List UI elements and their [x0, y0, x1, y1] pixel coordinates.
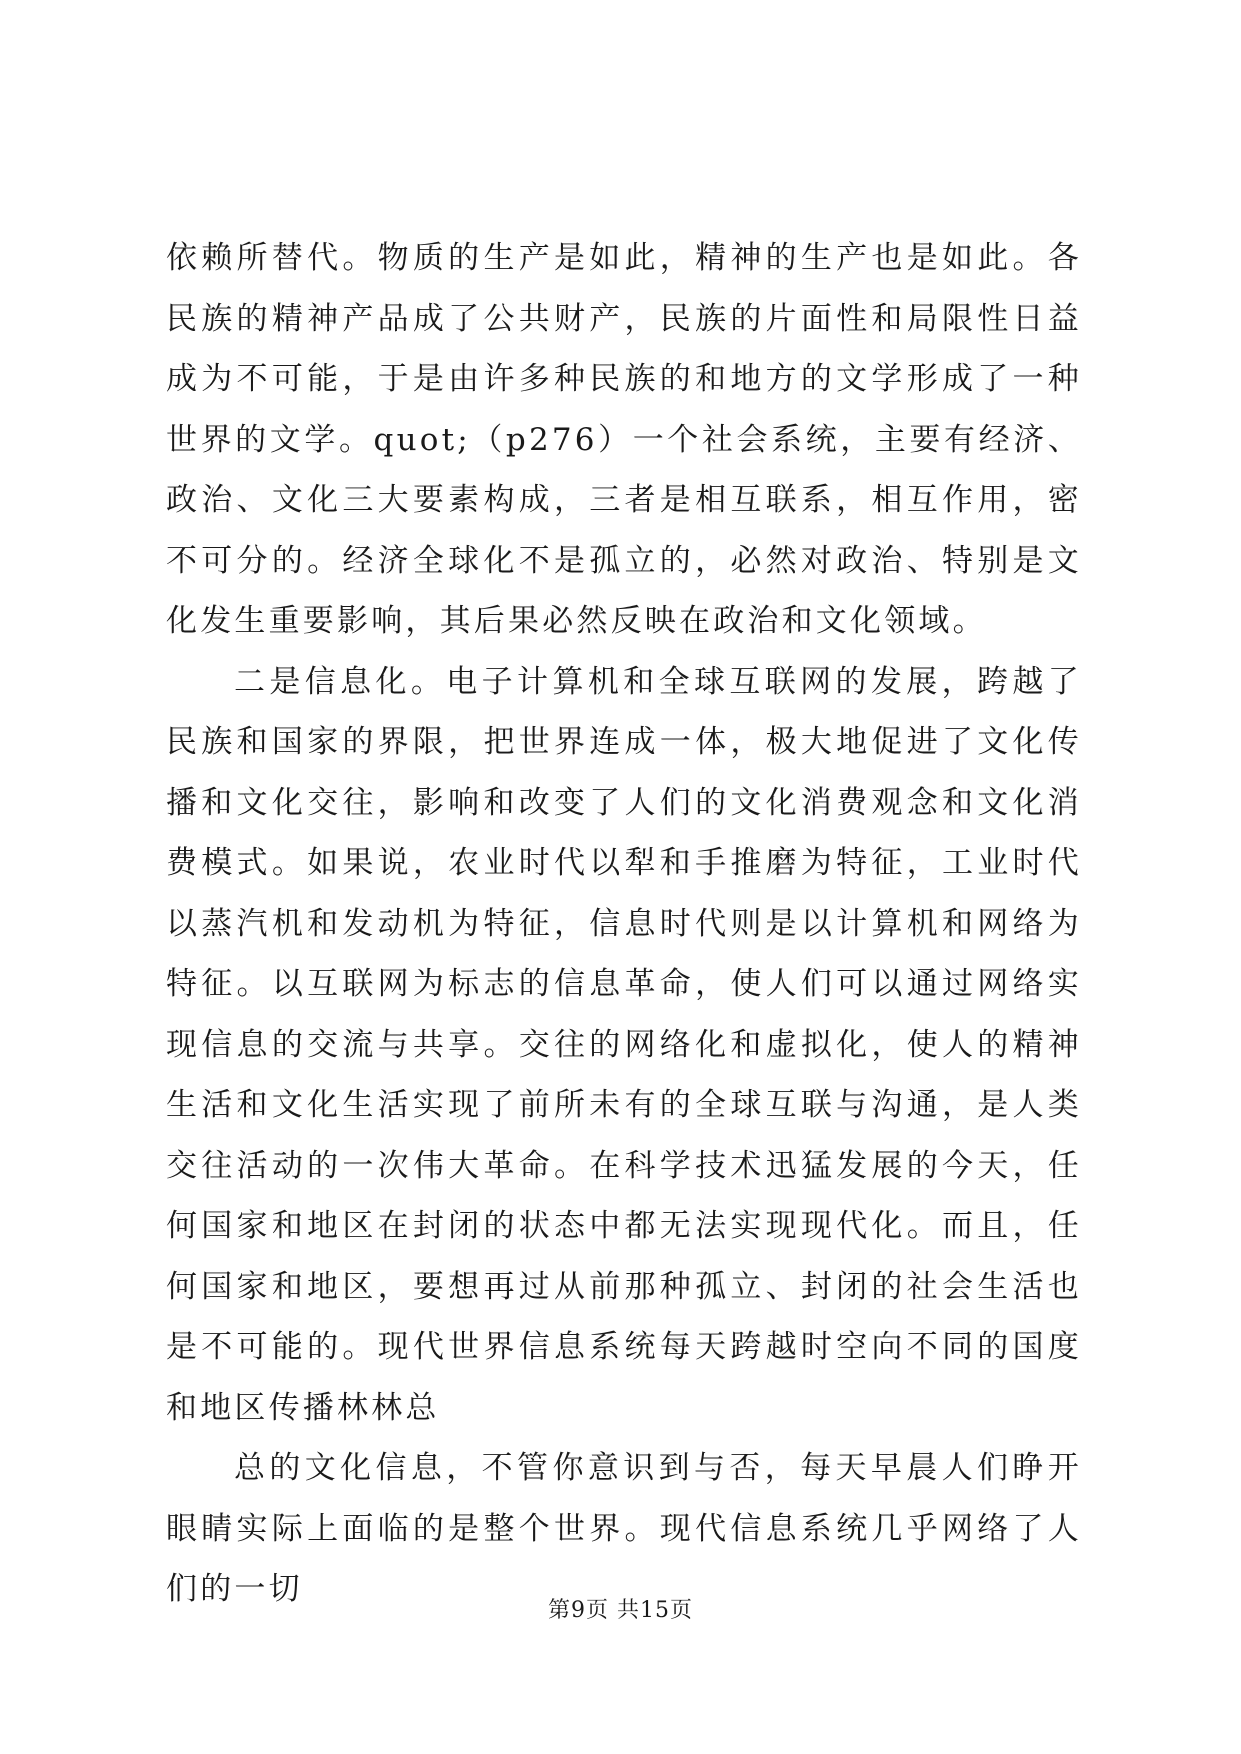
paragraph-2: 二是信息化。电子计算机和全球互联网的发展，跨越了民族和国家的界限，把世界连成一体，极大地促进了文化传播和文化交往，影响和改变了人们的文化消费观念和文化消费模式。如果说，农业时代以犁和手推磨为特征，工业时代以蒸汽机和发动机为特征，信息时代则是以计算机和网络为特征。以互联网为标志的信息革命，使人们可以通过网络实现信息的交流与共享。交往的网络化和虚拟化，使人的精神生活和文化生活实现了前所未有的全球互联与沟通，是人类交往活动的一次伟大革命。在科学技术迅猛发展的今天，任何国家和地区在封闭的状态中都无法实现现代化。而且，任何国家和地区，要想再过从前那种孤立、封闭的社会生活也是不可能的。现代世界信息系统每天跨越时空向不同的国度和地区传播林林总: [166, 663, 1082, 1426]
page-footer: 第9页 共15页: [548, 1598, 693, 1623]
document-body: [166, 228, 1082, 1620]
paragraph-3: 总的文化信息，不管你意识到与否，每天早晨人们睁开眼睛实际上面临的是整个世界。现代信息系统几乎网络了人们的一切: [166, 1450, 1082, 1607]
paragraph-1: 依赖所替代。物质的生产是如此，精神的生产也是如此。各民族的精神产品成了公共财产，民族的片面性和局限性日益成为不可能，于是由许多种民族的和地方的文学形成了一种世界的文学。quot;（p276）一个社会系统，主要有经济、政治、文化三大要素构成，三者是相互联系，相互作用，密不可分的。经济全球化不是孤立的，必然对政治、特别是文化发生重要影响，其后果必然反映在政治和文化领域。: [166, 240, 1082, 639]
